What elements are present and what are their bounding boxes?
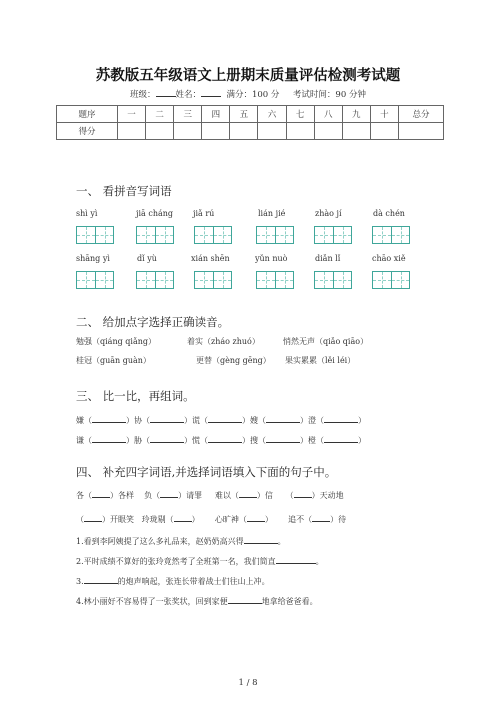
pronunciation-item[interactable]: 着实（zháo zhuó） (187, 337, 260, 346)
word-blank[interactable] (208, 414, 242, 423)
char: 橙 (308, 436, 316, 445)
score-table (56, 105, 444, 140)
sentence-blank[interactable] (228, 595, 262, 604)
idiom-text: ）开眼笑 (102, 515, 134, 524)
sentence-text: 地拿给爸爸看。 (261, 597, 318, 606)
idiom-text: ） (264, 515, 273, 524)
writing-grid[interactable] (76, 226, 114, 244)
writing-grid[interactable] (314, 226, 352, 244)
header-cell: 六 (258, 106, 286, 123)
header-cell: 二 (146, 106, 174, 123)
score-cell[interactable] (342, 123, 370, 140)
score-cell[interactable] (230, 123, 258, 140)
sentence-1 (76, 535, 286, 547)
score-cell[interactable] (146, 123, 174, 140)
pinyin-label: lián jié (258, 209, 286, 218)
score-table-score-row (57, 123, 444, 140)
score-cell[interactable] (286, 123, 314, 140)
char: 协 (134, 416, 142, 425)
word-blank[interactable] (150, 414, 184, 423)
sentence-blank[interactable] (84, 575, 118, 584)
idiom-blank[interactable] (84, 513, 102, 522)
sentence-text: 。 (277, 537, 286, 546)
page-number: 1 / 8 (238, 678, 258, 688)
char: 慌 (192, 436, 200, 445)
idiom-blank[interactable] (92, 489, 110, 498)
writing-grid[interactable] (136, 226, 174, 244)
word-blank[interactable] (208, 434, 242, 443)
section4-heading: 四、 补充四字词语,并选择词语填入下面的句子中。 (76, 465, 337, 479)
header-cell: 题序 (57, 106, 118, 123)
idiom-text: 负（ (144, 491, 161, 500)
pronunciation-item[interactable]: 悄然无声（qiǎo qiāo） (283, 337, 369, 346)
idiom-blank[interactable] (160, 489, 178, 498)
score-cell[interactable] (118, 123, 146, 140)
writing-grid[interactable] (372, 226, 410, 244)
char: 嫌 (76, 416, 84, 425)
header-cell: 四 (202, 106, 230, 123)
idiom-text: ）天动地 (311, 491, 344, 500)
writing-grid[interactable] (256, 271, 294, 289)
pinyin-label: chāo xiě (372, 254, 406, 263)
writing-grid[interactable] (256, 226, 294, 244)
writing-grid[interactable] (136, 271, 174, 289)
char: 搜 (250, 436, 258, 445)
writing-grid[interactable] (76, 271, 114, 289)
compare-row: 嫌（ ）协（ ）谎（ ）嫂（ ）澄（ ） (76, 416, 366, 425)
score-cell[interactable] (174, 123, 202, 140)
section3-heading: 三、 比一比，再组词。 (76, 389, 195, 403)
header-cell: 一 (118, 106, 146, 123)
idiom-row (76, 513, 346, 525)
idiom-blank[interactable] (247, 513, 265, 522)
class-blank[interactable] (156, 88, 176, 97)
char: 谦 (76, 436, 84, 445)
pinyin-label: shāng yì (76, 254, 110, 263)
word-blank[interactable] (150, 434, 184, 443)
sentence-text: 1.看到李阿姨提了这么多礼品来，赵奶奶高兴得 (76, 537, 244, 546)
writing-grid[interactable] (372, 271, 410, 289)
idiom-text: （ (76, 515, 84, 524)
writing-grid[interactable] (314, 271, 352, 289)
pinyin-label: diǎn lǐ (315, 254, 341, 263)
char: 谎 (192, 416, 200, 425)
pinyin-label: jiā cháng (136, 209, 174, 218)
idiom-text: ）信 (256, 491, 273, 500)
word-blank[interactable] (92, 414, 126, 423)
sentence-blank[interactable] (244, 535, 278, 544)
word-blank[interactable] (324, 434, 358, 443)
sentence-text: 2.平时成绩不算好的张玲竟然考了全班第一名，我们简直 (76, 557, 276, 566)
idiom-text: 各（ (76, 491, 92, 500)
header-cell: 五 (230, 106, 258, 123)
score-label: 满分：100 分 (226, 90, 280, 100)
name-blank[interactable] (201, 88, 221, 97)
idiom-text: ）请罪 (178, 491, 203, 500)
idiom-text: 玲珑剔（ (141, 515, 174, 524)
word-blank[interactable] (266, 414, 300, 423)
pinyin-label: jiǎ rú (193, 209, 215, 218)
idiom-row (76, 489, 344, 501)
header-cell: 三 (174, 106, 202, 123)
char: 胁 (134, 436, 142, 445)
class-label: 班级： (130, 90, 156, 100)
compare-row: 谦（ ）胁（ ）慌（ ）搜（ ）橙（ ） (76, 436, 366, 445)
idiom-text: ）各样 (110, 491, 134, 500)
word-blank[interactable] (266, 434, 300, 443)
row-label-cell: 得分 (57, 123, 118, 140)
score-table-header-row (57, 106, 444, 123)
pronunciation-item[interactable]: 勉强（qiáng qiǎng） (76, 337, 156, 346)
header-cell: 七 (286, 106, 314, 123)
word-blank[interactable] (324, 414, 358, 423)
writing-grid[interactable] (194, 271, 232, 289)
idiom-text: ）待 (330, 515, 347, 524)
idiom-blank[interactable] (312, 513, 330, 522)
idiom-text: 追不（ (288, 515, 313, 524)
idiom-blank[interactable] (174, 513, 192, 522)
score-cell[interactable] (370, 123, 398, 140)
score-cell[interactable] (202, 123, 230, 140)
header-cell: 总分 (399, 106, 444, 123)
pinyin-label: dǐ yù (137, 254, 157, 263)
char: 澄 (308, 416, 316, 425)
sentence-text: 4.林小丽好不容易得了一张奖状，回到家便 (76, 597, 228, 606)
idiom-text: 难以（ (214, 491, 239, 500)
idiom-blank[interactable] (239, 489, 257, 498)
pronunciation-item[interactable]: 更替（gèng gēng） (196, 356, 271, 365)
idiom-text: 心旷神（ (214, 515, 247, 524)
idiom-text: ） (191, 515, 200, 524)
exam-info (0, 88, 496, 100)
idiom-blank[interactable] (294, 489, 312, 498)
sentence-text: 3. (76, 577, 84, 586)
section2-heading: 二、 给加点字选择正确读音。 (76, 315, 230, 329)
word-blank[interactable] (92, 434, 126, 443)
exam-title: 苏教版五年级语文上册期末质量评估检测考试题 (95, 68, 401, 84)
name-label: 姓名： (175, 90, 202, 100)
char: 嫂 (250, 416, 258, 425)
sentence-text: 。 (315, 557, 324, 566)
sentence-3 (76, 575, 270, 587)
score-cell[interactable] (314, 123, 342, 140)
header-cell: 九 (342, 106, 370, 123)
pinyin-label: shì yì (76, 209, 98, 218)
sentence-4 (76, 595, 318, 607)
section1-heading: 一、 看拼音写词语 (76, 184, 172, 198)
pronunciation-item[interactable]: 桂冠（guān guàn） (76, 356, 151, 365)
idiom-text: （ (285, 491, 294, 500)
pinyin-label: dà chén (373, 209, 405, 218)
pronunciation-item[interactable]: 果实累累（lěi léi） (285, 356, 356, 365)
time-label: 考试时间：90 分钟 (292, 90, 366, 100)
sentence-text: 的炮声响起，张连长带着战士们往山上冲。 (117, 577, 270, 586)
pinyin-label: yǔn nuò (255, 254, 288, 263)
sentence-2 (76, 555, 324, 567)
header-cell: 八 (314, 106, 342, 123)
header-cell: 十 (370, 106, 398, 123)
sentence-blank[interactable] (276, 555, 316, 564)
score-cell[interactable] (399, 123, 444, 140)
score-cell[interactable] (258, 123, 286, 140)
pinyin-label: zhào jí (315, 209, 342, 218)
writing-grid[interactable] (194, 226, 232, 244)
pinyin-label: xián shēn (191, 254, 230, 263)
